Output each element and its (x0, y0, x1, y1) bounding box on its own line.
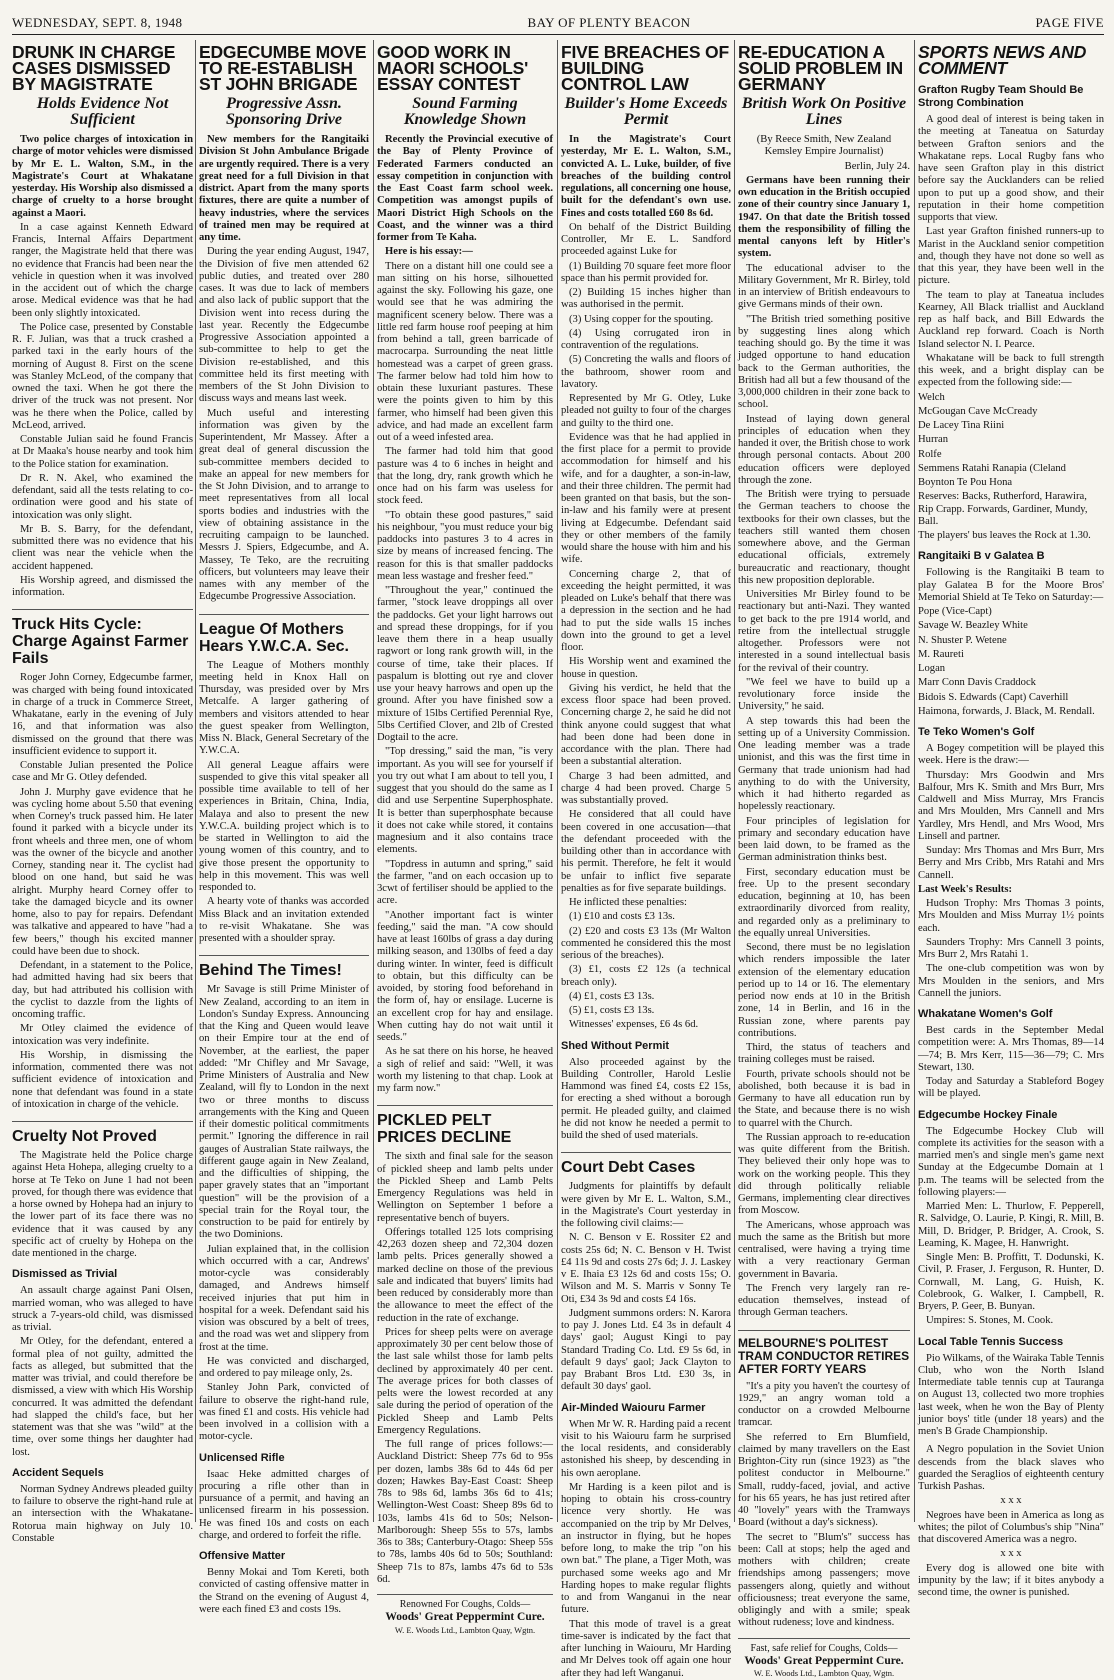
article-paragraph: The Magistrate held the Police charge against Heta Hohepa, alleging cruelty to a horse at Te Teko on June 1 had not been proved, for though there was evidence that a horse owned by Hohepa had an injury to the lower part of its face there was no evidence that it was caused by any specific act of cruelty by Hohepa on the date mentioned in the charge. (12, 1150, 193, 1259)
article-headline: Cruelty Not Proved (12, 1121, 193, 1145)
article-paragraph: The Russian approach to re-education was quite different from the British. They believed their only hope was to work on the working people. This they did through politically reliable Germans, implementing clear directives from Moscow. (738, 1131, 910, 1217)
section-subhead: Whakatane Women's Golf (918, 1008, 1053, 1020)
article-paragraph: Benny Mokai and Tom Kereti, both convicted of casting offensive matter in the Strand on the evening of August 4, were each fined £3 and costs 19s. (199, 1567, 369, 1615)
team-list (918, 392, 1104, 543)
team-line: Welch (918, 391, 945, 403)
article-paragraph: "To obtain these good pastures," said his neighbour, "you must reduce your big paddocks into pastures 3 to 4 acres in size by means of increased fencing. The reason for this is that smaller paddocks mean less wastage and fresher feed." (377, 509, 553, 582)
article-paragraph: A Bogey competition will be played this week. Here is the draw:— (918, 743, 1104, 767)
team-line: Boynton Te Pou Hona (918, 477, 1013, 488)
section-headline: SPORTS NEWS AND COMMENT (918, 42, 1087, 78)
team-line: The players' bus leaves the Rock at 1.30. (918, 530, 1091, 541)
article-paragraph: (2) Building 15 inches higher than was authorised in the permit. (561, 287, 731, 311)
article-paragraph: Married Men: L. Thurlow, F. Pepperell, R. Salvidge, O. Laurie, P. Kingi, R. Mill, B. Mill, D. Bridger, P. Bridger, A. Crook, S. Leaming, K. Magee, H. Hanwright. (918, 1201, 1104, 1249)
team-line: Reserves: Backs, Rutherford, Harawira, Rip Crapp. Forwards, Gardiner, Mundy, Ball. (918, 491, 1088, 527)
ad-line: Fast, safe relief for Coughs, Colds— (750, 1642, 898, 1654)
article-paragraph: The Edgecumbe Hockey Club will complete its activities for the season with a married men's and single men's game next Sunday at the Edgecumbe Domain at 1 p.m. The teams will be selected from the following players:— (918, 1125, 1104, 1198)
article-paragraph: The sixth and final sale for the season of pickled sheep and lamb pelts under the Pickled Sheep and Lamb Pelts Emergency Regulations was held in Wellington on September 1 before a representative bench of buyers. (377, 1151, 553, 1224)
article-paragraph: The British were trying to persuade the German teachers to choose the textbooks for their own classes, but the teachers still wanted them chosen somewhere above, and the German educational officials, extremely bureaucratic and reactionary, thought this new proposition deplorable. (738, 489, 910, 586)
article-paragraph: There on a distant hill one could see a man sitting on his horse, silhouetted against the sky. Following his gaze, one would see that he was admiring the magnificent scenery below. There was a little red farm house roof peeping at him from behind a tall, green barricade of macrocarpa. Surrounding the neat little homestead was a carpet of green grass. The farmer below had told him how to obtain these luxuriant pastures. These were the points given to him by this farmer, who himself had been given this advice, and had made an excellent farm out of a weed infested area. (377, 260, 553, 443)
article-paragraph: The League of Mothers monthly meeting held in Knox Hall on Thursday, was presided over by Mrs Metcalfe. A larger gathering of members and visitors attended to hear the guest speaker from Wellington, Miss N. Black, General Secretary of the Y.W.C.A. (199, 659, 369, 757)
article-paragraph: (1) £10 and costs £3 13s. (569, 911, 675, 923)
team-line: De Lacey Tina Riini (918, 420, 1005, 431)
article-paragraph: Judgments for plaintiffs by default were given by Mr E. L. Walton, S.M., in the Magistrate's Court yesterday in the following civil claims:— (561, 1181, 731, 1229)
article-paragraph: N. C. Benson v E. Rossiter £2 and costs 25s 6d; N. C. Benson v H. Twist £4 11s 9d and costs 27s 6d; J. J. Laskey v E. Ihaia £3 12s 6d and costs 15s; O. Wilson and M. S. Marris v Sonny Te Oti, £34 3s 9d and costs £4 16s. (561, 1232, 731, 1305)
article-paragraph: He was convicted and discharged, and ordered to pay mileage only, 2s. (199, 1355, 369, 1379)
article-paragraph: Stanley John Park, convicted of failure to observe the right-hand rule, was fined £1 and costs. His vehicle had been involved in a collision with a motor-cycle. (199, 1382, 369, 1443)
section-subhead: Shed Without Permit (561, 1039, 670, 1052)
section-subhead: Edgecumbe Hockey Finale (918, 1108, 1058, 1121)
article-paragraph: The French very largely ran re-education themselves, instead of through German teachers. (738, 1282, 910, 1319)
section-subhead: Accident Sequels (12, 1466, 104, 1479)
article-headline: MELBOURNE'S POLITEST TRAM CONDUCTOR RETIRES AFTER FORTY YEARS (738, 1330, 910, 1376)
article-paragraph: (4) Using corrugated iron in contravention of the regulations. (561, 327, 731, 351)
article-paragraph: His Worship went and examined the house in question. (561, 656, 731, 680)
article-paragraph: Charge 3 had been admitted, and charge 4 had been proved. Charge 5 was substantially proved. (561, 770, 731, 806)
article-paragraph: Sunday: Mrs Thomas and Mrs Burr, Mrs Berry and Mrs Cribb, Mrs Ratahi and Mrs Cannell. (918, 845, 1104, 881)
article-paragraph: A step towards this had been the setting up of a University Commission. One leading member was a trade unionist, and this was the first time in Germany that trade unionism had had anything to do with the University, which it had hitherto regarded as hopelessly reactionary. (738, 715, 910, 813)
team-line: Marr Conn Davis Craddock (918, 677, 1036, 689)
team-line: Savage W. Beazley White (918, 620, 1028, 632)
article-paragraph: Isaac Heke admitted charges of procuring a rifle other than in pursuance of a permit, and having an unlicensed firearm in his possession. He was fined 10s and costs on each charge, and ordered to forfeit the rifle. (199, 1468, 369, 1541)
article-paragraph: The farmer had told him that good pasture was 4 to 6 inches in height and that the long, dry, rank growth which he once had on his farm was useless for stock feed. (377, 446, 553, 507)
article-paragraph: (3) £1, costs £2 12s (a technical breach only). (561, 964, 731, 988)
column-rule (914, 40, 915, 1522)
article-paragraph: The educational adviser to the Military Government, Mr R. Birley, told in an interview of British endeavours to give Germans minds of their own. (738, 262, 910, 311)
team-line: Pope (Vice-Capt) (918, 606, 992, 617)
section-subhead: Te Teko Women's Golf (918, 726, 1035, 738)
article-paragraph: (3) Using copper for the spouting. (569, 313, 714, 325)
team-list (918, 606, 1104, 718)
article-subhead: Builder's Home Exceeds Permit (564, 95, 728, 128)
ad-line: Renowned For Coughs, Colds— (399, 1599, 531, 1610)
ad-address: W. E. Woods Ltd., Lambton Quay, Wgtn. (394, 1624, 536, 1635)
article-paragraph: Giving his verdict, he held that the excess floor space had been proved. Concerning charge 2, he said he did not think anyone could suggest that what had been done had been done in accordance with the plan. There had been a substantial alteration. (561, 682, 731, 768)
article-paragraph: John J. Murphy gave evidence that he was cycling home about 5.50 that evening when Corney's truck passed him. He later found it parked with a bicycle under its front wheels and three men, one of whom was the owner of the bicycle and another Corney, standing near it. The cyclist had blood on one hand, but said he was alright. Murphy heard Corney offer to take the damaged bicycle and its owner home, also to pay for repairs. Defendant was talkative and appeared to have "had a few beers," though his excited manner could have been due to shock. (12, 786, 193, 957)
team-line: M. Raureti (918, 648, 964, 660)
article-lead: New members for the Rangitaiki Division St John Ambulance Brigade are urgently required. There is a very great need for a full Division in that district. Apart from the many sports fixtures, there are quite a number of heavy industries, where the services of trained men may be required at any time. (199, 134, 369, 243)
article-headline: FIVE BREACHES OF BUILDING CONTROL LAW (561, 42, 729, 94)
article-paragraph: (1) Building 70 square feet more floor space than his permit provided for. (561, 260, 731, 284)
article-paragraph: Constable Julian presented the Police case and Mr G. Otley defended. (12, 760, 193, 784)
article-paragraph: His Worship, in dismissing the information, commented there was not sufficient evidence of intoxication and none that defendant was found in a state of intoxication in charge of the vehicle. (12, 1049, 193, 1110)
team-line: McGougan Cave McCready (918, 405, 1038, 417)
article-paragraph: Concerning charge 2, that of exceeding the height permitted, it was pleaded on Luke's behalf that there was a depression in the section and he had had to put the side walls 15 inches down into the ground to get a level floor. (561, 568, 731, 653)
article-paragraph: Instead of laying down general principles of education when they handed it over, the British chose to work through personal contacts. About 200 education officers were deployed through the zone. (738, 413, 910, 486)
article-paragraph: When Mr W. R. Harding paid a recent visit to his Waiouru farm he surprised the local residents, and considerably astonished his sheep, by descending in his own aeroplane. (561, 1418, 731, 1479)
article-subhead: Holds Evidence Not Sufficient (36, 95, 169, 128)
masthead (12, 12, 1104, 35)
article-paragraph: Best cards in the September Medal competition were: A. Mrs Thomas, 89—14—74; B. Mrs Kerr, 115—36—79; C. Mrs Stewart, 130. (918, 1025, 1104, 1073)
article-headline: RE-EDUCATION A SOLID PROBLEM IN GERMANY (738, 42, 903, 94)
article-paragraph: Much useful and interesting information was given by the Superintendent, Mr Massey. After a great deal of general discussion the sub-committee members decided to make an appeal for new members for the St John Division, and to arrange to meet representatives from all local sports bodies and industries with the view of obtaining assistance in the recruiting campaign to be launched. Messrs J. Spiers, Edgecumbe, and A. Massey, Te Teko, are the recruiting officers, but volunteers may leave their names with any member of the Edgecumbe Progressive Association. (199, 407, 369, 603)
team-line: Bidois S. Edwards (Capt) Caverhill (918, 691, 1069, 703)
article-paragraph: "It's a pity you haven't the courtesy of 1929," an angry woman told a conductor on a crowded Melbourne tramcar. (738, 1380, 910, 1429)
article-paragraph: (2) £20 and costs £3 13s (Mr Walton commented he considered this the most serious of the breaches). (561, 925, 731, 961)
article-headline: Court Debt Cases (561, 1152, 731, 1176)
essay-label: Here is his essay:— (385, 246, 473, 258)
article-paragraph: A good deal of interest is being taken in the meeting at Taneatua on Saturday between Grafton seniors and the Whakatane reps. Local Rugby fans who have seen Grafton play in this district before say the Aucklanders can be relied upon to put up a good show, and their reputation in their home competition supports that view. (918, 114, 1104, 223)
article-paragraph: Hudson Trophy: Mrs Thomas 3 points, Mrs Moulden and Miss Murray 1½ points each. (918, 898, 1104, 934)
article-paragraph: Second, there must be no legislation which renders impossible the later extension of the elementary education period up to 14 or 16. The elementary period now ends at 10 in the British zone, 14 in Berlin, and 16 in the Russian zone, where parents pay contributions. (738, 942, 910, 1039)
article-paragraph: "Top dressing," said the man, "is very important. As you will see for yourself if you try out what I am about to tell you, I suggest that you should do the same as I did and use Serpentine Superphosphate. It is better than superphosphate because it does not cake while stored, it contains magnesium and it also contains trace elements. (377, 746, 553, 856)
advertisement (377, 1594, 553, 1636)
team-line: Logan (918, 663, 946, 674)
article-paragraph: The secret to "Blum's" success has been: Call at stops; help the aged and mothers with children; create friendships among passengers; move passengers along, quietly and without officiousness; treat everyone the same, obligingly and with a smile; speak without rudeness; love and kindness. (738, 1531, 910, 1629)
article-paragraph: Dr R. N. Akel, who examined the defendant, said all the tests relating to co-ordination were good and his state of intoxication was only slight. (12, 472, 193, 521)
advertisement (738, 1638, 910, 1680)
section-subhead: Local Table Tennis Success (918, 1335, 1064, 1348)
article-paragraph: Four principles of legislation for primary and secondary education have been laid down, to be framed as the German administration thinks best. (738, 815, 910, 864)
team-line: Hurran (918, 434, 949, 446)
article-subhead: Sound Farming Knowledge Shown (403, 95, 527, 128)
team-line: Haimona, forwards, J. Black, M. Rendall. (918, 705, 1095, 717)
article-headline: Behind The Times! (199, 955, 369, 979)
column-6 (918, 40, 1104, 1598)
article-paragraph: (5) £1, costs £3 13s. (569, 1005, 655, 1016)
column-3 (377, 40, 553, 1635)
article-headline: DRUNK IN CHARGE CASES DISMISSED BY MAGISTRATE (12, 42, 176, 94)
article-paragraph: Represented by Mr G. Otley, Luke pleaded not guilty to four of the charges and guilty to the third one. (561, 393, 731, 429)
article-paragraph: The team to play at Taneatua includes Kearney, All Black triallist and Auckland rep as half back, and Bill Edwards the Auckland rep forward. Coach is North Island selector N. I. Pearce. (918, 289, 1104, 350)
ad-product: Woods' Great Peppermint Cure. (744, 1654, 904, 1667)
article-paragraph: Mr Harding is a keen pilot and is hoping to obtain his cross-country licence very shortly. He was accompanied on the trip by Mr Delves, an instructor in flying, but he hopes before long, to make the trip "on his own bat." The plane, a Tiger Moth, was purchased some weeks ago and Mr Harding hopes to make regular flights to and from Wanganui in the near future. (561, 1481, 731, 1616)
article-paragraph: He inflicted these penalties: (569, 897, 687, 908)
article-paragraph: During the year ending August, 1947, the Division of five men attended 62 public duties, and treated over 280 cases. It was due to lack of members and also lack of public support that the Division went into recess during the last year. Recently the Edgecumbe Progressive Association appointed a sub-committee to help to get the Division re-established, and this committee held its first meeting with members of the St John Division to discuss ways and means last week. (199, 246, 369, 405)
article-paragraph: Universities Mr Birley found to be reactionary but anti-Nazi. They wanted to get back to the pre 1914 world, and retire from the intellectual struggle altogether. Professors were not interested in a sound intellectual basis for the revival of their country. (738, 589, 910, 674)
article-paragraph: Today and Saturday a Stableford Bogey will be played. (918, 1076, 1104, 1100)
article-paragraph: That this mode of travel is a great time-saver is indicated by the fact that after lunching in Waiouru, Mr Harding and Mr Delves took off again one hour after they had left Wanganui. (561, 1618, 731, 1679)
article-paragraph: Third, the status of teachers and training colleges must be raised. (738, 1042, 910, 1066)
article-paragraph: Mr B. S. Barry, for the defendant, submitted there was no evidence that his client was near the vehicle when the accident happened. (12, 523, 193, 572)
column-5 (738, 40, 910, 1678)
article-lead: In the Magistrate's Court yesterday, Mr E. L. Walton, S.M., convicted A. L. Luke, builder, of five breaches of the building control regulations, all concerning one house, built for the defendant's own use. Fines and costs totalled £60 8s 6d. (561, 134, 731, 219)
article-paragraph: "Topdress in autumn and spring," said the farmer, "and on each occasion up to 3cwt of fertiliser should be applied to the acre. (377, 858, 553, 907)
article-subhead: Progressive Assn. Sponsoring Drive (225, 95, 343, 128)
section-subhead: Rangitaiki B v Galatea B (918, 550, 1045, 563)
article-paragraph: Witnesses' expenses, £6 4s 6d. (569, 1019, 699, 1031)
article-paragraph: Single Men: B. Proffitt, T. Dodunski, K. Civil, P. Fraser, J. Ferguson, R. Hunter, D. Cornwall, M. Lang, G. Huish, K. Colebrook, G. Walker, I. Campbell, R. Bryers, P. Geer, B. Bunyan. (918, 1252, 1104, 1312)
column-4 (561, 40, 731, 1679)
article-paragraph: Judgment summons orders: N. Karora to pay J. Jones Ltd. £4 3s in default 4 days' gaol; August Kingi to pay Standard Trading Co. Ltd. £9 5s 6d, in default 9 days' gaol; Jack Clayton to pay Brabant Bros Ltd. £30 3s, in default 30 days' gaol. (561, 1307, 731, 1393)
article-paragraph: Saunders Trophy: Mrs Cannell 3 points, Mrs Burr 2, Mrs Ratahi 1. (918, 936, 1104, 960)
article-paragraph: All general League affairs were suspended to give this vital speaker all possible time available to tell of her experiences in Britain, China, India, Malaya and also to present the new Y.W.C.A. building project which is to be started in Wellington to aid the young women of this country, and to give those present the opportunity to help in this movement. This was well responded to. (199, 759, 369, 893)
article-lead: Recently the Provincial executive of the Bay of Plenty Province of Federated Farmers conducted an essay competition in conjunction with the East Coast farm school week. Competition was amongst pupils of Maori District High Schools on the Coast, and the winner was a third former from Te Kaha. (377, 134, 553, 243)
article-headline: EDGECUMBE MOVE TO RE-ESTABLISH ST JOHN BRIGADE (199, 42, 367, 94)
article-dateline: Berlin, July 24. (844, 160, 910, 172)
article-paragraph: "We feel we have to build up a revolutionary force inside the University," he said. (738, 676, 910, 713)
article-paragraph: An assault charge against Pani Olsen, married woman, who was alleged to have struck a 7-years-old child, was dismissed as trivial. (12, 1285, 193, 1333)
article-paragraph: In a case against Kenneth Edward Francis, Internal Affairs Department ranger, the Magistrate held that there was no evidence that Francis had been near the vehicle in question when it was involved in the accident out of which the charge arose. Medical evidence was that he had been only slightly intoxicated. (12, 221, 193, 319)
filler-paragraph: Negroes have been in America as long as whites; the pilot of Columbus's ship "Nina" that discovered America was a negro. (918, 1509, 1104, 1545)
article-paragraph: Evidence was that he had applied in the first place for a permit to provide accommodation for himself and his wife, and for a daughter, a son-in-law, and their three children. The permit had been granted on that basis, but the son-in-law and his family were at present living at Edgecumbe. Defendant said they or other members of the family would share the house with him and his wife. (561, 431, 731, 566)
article-paragraph: Also proceeded against by the Building Controller, Harold Leslie Hammond was fined £4, costs £2 15s, for erecting a shed without a borough permit. He pleaded guilty, and claimed he did not know he needed a permit to build the shed of used materials. (561, 1056, 731, 1141)
article-paragraph: (4) £1, costs £3 13s. (569, 990, 655, 1002)
article-paragraph: A hearty vote of thanks was accorded Miss Black and an invitation extended to re-visit Whakatane. She was presented with a shoulder spray. (199, 896, 369, 944)
article-subhead: British Work On Positive Lines (741, 95, 907, 128)
article-lead: Two police charges of intoxication in charge of motor vehicles were dismissed by Mr E. L. Walton, S.M., in the Magistrate's Court at Whakatane yesterday. His Worship also dismissed a charge of cruelty to a horse brought against a Maori. (12, 134, 193, 219)
article-headline: Truck Hits Cycle: Charge Against Farmer Fails (12, 609, 193, 667)
section-subhead: Offensive Matter (199, 1550, 286, 1562)
article-paragraph: Julian explained that, in the collision which occurred with a car, Andrews' motor-cycle was considerably damaged, and Andrews himself received injuries that put him in hospital for a week. Defendant said his vision was obscured by a belt of trees, and the road was wet and slippery from frost at the time. (199, 1243, 369, 1353)
article-headline: GOOD WORK IN MAORI SCHOOLS' ESSAY CONTEST (377, 42, 529, 94)
article-paragraph: Pio Wilkams, of the Wairaka Table Tennis Club, who won the North Island Intermediate table tennis cup at Tauranga on August 13, collected two more trophies last week, when he won the Bay of Plenty junior boys' title (under 18 years) and the men's B Grade Championship. (918, 1352, 1104, 1437)
article-headline: PICKLED PELT PRICES DECLINE (377, 1105, 553, 1146)
article-paragraph: Norman Sydney Andrews pleaded guilty to failure to observe the right-hand rule at an intersection with the Whakatane-Rotorua main highway on July 10. Constable (12, 1483, 193, 1544)
article-paragraph: His Worship agreed, and dismissed the information. (12, 574, 193, 598)
column-2 (199, 40, 369, 1615)
article-byline: (By Reece Smith, New Zealand Kemsley Empire Journalist) (756, 134, 892, 158)
article-paragraph: Constable Julian said he found Francis at Dr Maaka's house nearby and took him to the Police station for examination. (12, 434, 193, 470)
column-rule (195, 40, 196, 1522)
article-paragraph: The one-club competition was won by Mrs Moulden in the seniors, and Mrs Cannell the juniors. (918, 963, 1104, 999)
article-paragraph: Whakatane will be back to full strength this week, and a bright display can be expected from the following side:— (918, 352, 1104, 389)
section-subhead: Dismissed as Trivial (12, 1268, 118, 1281)
article-paragraph: Prices for sheep pelts were on average approximately 30 per cent below those of the last sale whilst those for lamb pelts declined by approximately 40 per cent. The average prices for both classes of pelts were the lowest recorded at any sale during the period of operation of the Pickled Sheep and Lamb Pelts Emergency Regulations. (377, 1326, 553, 1436)
article-paragraph: Thursday: Mrs Goodwin and Mrs Balfour, Mrs K. Smith and Mrs Burr, Mrs Caldwell and Miss Murray, Mrs Francis and Mrs Moulden, Mrs Cannell and Mrs Yardley, Mrs Hendl, and Mrs Wood, Mrs Linsell and partner. (918, 769, 1104, 842)
article-paragraph: The Americans, whose approach was much the same as the British but more centralised, were having a trying time with a very reactionary German government in Bavaria. (738, 1219, 910, 1280)
article-paragraph: Last year Grafton finished runners-up to Marist in the Auckland senior competition and, though they have not done so well as that this year, they have been well in the picture. (918, 226, 1104, 287)
article-paragraph: "The British tried something positive by suggesting lines along which teaching should go. By the time it was judged opportune to hand education back to the German authorities, the British had all but a few thousand of the 3,000,000 children in their zone back to school. (738, 313, 910, 411)
team-line: Semmens Ratahi Ranapia (Cleland (918, 462, 1066, 474)
masthead-page: PAGE FIVE (1035, 15, 1104, 30)
article-paragraph: On behalf of the District Building Controller, Mr E. L. Sandford proceeded against Luke for (561, 221, 731, 258)
filler-paragraph: A Negro population in the Soviet Union descends from the black slaves who guarded the Seraglios of eighteenth century Turkish Pashas. (918, 1444, 1104, 1492)
article-paragraph: Mr Otley, for the defendant, entered a formal plea of not guilty, admitted the facts as alleged, but submitted that the matter was trivial, and could therefore be dismissed, a view with which His Worship concurred. It was admitted the defendant had slapped the child's face, but her statement was that she was "wild" at the time, over some things her daughter had lost. (12, 1336, 193, 1458)
separator: x x x (1000, 1495, 1022, 1507)
article-paragraph: Defendant, in a statement to the Police, had admitted having had six beers that day, but had attributed his collision with the cyclist to dazzle from the lights of oncoming traffic. (12, 960, 193, 1020)
section-subhead: Grafton Rugby Team Should Be Strong Combination (918, 84, 1084, 109)
article-paragraph: She referred to Ern Blumfield, claimed by many travellers on the East Brighton-City run (since 1923) as "the politest conductor in Melbourne." Small, ruddy-faced, jovial, and active for his 65 years, he has just retired after 40 "lovely" years with the Tramways Board (without a day's sickness). (738, 1431, 910, 1529)
masthead-date: WEDNESDAY, SEPT. 8, 1948 (12, 15, 183, 30)
team-line: N. Shuster P. Wetene (918, 634, 1007, 646)
article-paragraph: Offerings totalled 125 lots comprising 42,263 dozen sheep and 72,304 dozen lamb pelts. Prices generally showed a marked decline on those of the previous sale and indicated that buyers' limits had been reduced by considerably more than the allowance to meet the effect of the reduction in the rate of exchange. (377, 1226, 553, 1324)
article-paragraph: The full range of prices follows:—Auckland District: Sheep 77s 6d to 95s per dozen, lambs 38s 6d to 44s 6d per dozen; Hawkes Bay-East Coast: Sheep 78s to 98s 6d, lambs 36s 6d to 41s; Wellington-West Coast: Sheep 89s 6d to 103s, lambs 41s 6d to 50s; Nelson-Marlborough: Sheep 55s to 57s, lambs 36s to 38s; Canterbury-Otago: Sheep 55s to 78s, lambs 40s 6d to 50s; Southland: Sheep 71s to 87s, lambs 47s 6d to 53s 6d. (377, 1439, 553, 1585)
masthead-paper: BAY OF PLENTY BEACON (527, 15, 691, 30)
article-headline: League Of Mothers Hears Y.W.C.A. Sec. (199, 614, 369, 655)
team-line: Rolfe (918, 448, 942, 460)
article-lead: Germans have been running their own education in the British occupied zone of their country since January 1, 1947. On that date the British tossed them the responsibility of filling the mental canyons left by Hitler's system. (738, 174, 910, 260)
results-label: Last Week's Results: (918, 883, 1012, 895)
filler-paragraph: Every dog is allowed one bite with impunity by the law; if it bites anybody a second time, the owner is punished. (918, 1562, 1104, 1598)
article-paragraph: As he sat there on his horse, he heaved a sigh of relief and said: "Well, it was worth my listening to that chap. Look at my farm now." (377, 1046, 553, 1094)
section-subhead: Air-Minded Waiouru Farmer (561, 1401, 706, 1414)
article-paragraph: Mr Otley claimed the evidence of intoxication was very indefinite. (12, 1023, 193, 1047)
article-paragraph: "Another important fact is winter feeding," said the man. "A cow should have at least 160lbs of grass a day during milking season, and 130lbs of feed a day during winter. In winter, feed is difficult to obtain, but this difficulty can be avoided, by storing food beforehand in the form of, hay or ensilage. Lucerne is an excellent crop for hay and ensilage. When cutting hay do not wait until it seeds." (377, 909, 553, 1043)
article-paragraph: The Police case, presented by Constable R. F. Julian, was that a truck crashed a parked taxi in the early hours of the morning of August 8. First on the scene was Stanley McLeod, of the company that owned the taxi. When he got there the driver of the truck was not present. Nor was he there when the Police, called by McLeod, arrived. (12, 321, 193, 431)
article-paragraph: Roger John Corney, Edgecumbe farmer, was charged with being found intoxicated in charge of a truck in Commerce Street, Whakatane, early in the evening of July 16, and that information was also dismissed on the ground that there was insufficient evidence to support it. (12, 672, 193, 757)
article-paragraph: He considered that all could have been covered in one accusation—that the defendant proceeded with the building other than in accordance with his permit. Therefore, he felt it would be unfair to inflict five separate penalties as for five separate buildings. (561, 809, 731, 894)
separator: x x x (1000, 1548, 1022, 1560)
column-rule (373, 40, 374, 1522)
article-paragraph: Fourth, private schools should not be abolished, both because it is bad in Germany to have all education run by the State, and because there is no wish to quarrel with the Church. (738, 1068, 910, 1129)
article-paragraph: (5) Concreting the walls and floors of the bathroom, shower room and lavatory. (561, 354, 731, 390)
column-rule (734, 40, 735, 1522)
article-paragraph: "Throughout the year," continued the farmer, "stock leave droppings all over the paddocks. Get your light harrows out and spread these droppings, for if you leave them there in a heap usually ragwort or long rank growth will, in the course of time, take their places. If paspalum is blotting out rye and clover use your heavy harrows and open up the ground. After you have finished sow a mixture of 15lbs Certified Perennial Rye, 5lbs Certified Clover, and 2lb of Crested Dogtail to the acre. (377, 585, 553, 743)
column-rule (557, 40, 558, 1522)
ad-product: Woods' Great Peppermint Cure. (385, 1611, 545, 1624)
ad-address: W. E. Woods Ltd., Lambton Quay, Wgtn. (753, 1668, 895, 1678)
column-1 (12, 40, 193, 1544)
section-subhead: Unlicensed Rifle (199, 1451, 285, 1464)
article-paragraph: Following is the Rangitaiki B team to play Galatea B for the Moore Bros' Memorial Shield at Te Teko on Saturday:— (918, 567, 1104, 603)
article-paragraph: First, secondary education must be free. Up to the present secondary education, beginning at 10, has been extraordinarily divorced from reality, and regarded only as a preliminary to the equally unreal Universities. (738, 866, 910, 939)
article-paragraph: Umpires: S. Stones, M. Cook. (926, 1315, 1054, 1327)
article-paragraph: Mr Savage is still Prime Minister of New Zealand, according to an item in London's Sunday Express. Announcing that the King and Queen would leave on their Empire tour at the end of November, at the earliest, the paper added: "Mr Chifley and Mr Savage, Prime Ministers of Australia and New Zealand, will fly to London in the next two or three months to discuss arrangements with the King and Queen if their domestic political commitments permit." Ignoring the difference in rail gauges of Australian State railways, the different gauge again in New Zealand, and the difficulties of shipping, the paper gravely states that an "important question" will be the provision of a special train for the Royal tour, the construction to be paid for entirely by the two Dominions. (199, 984, 369, 1241)
